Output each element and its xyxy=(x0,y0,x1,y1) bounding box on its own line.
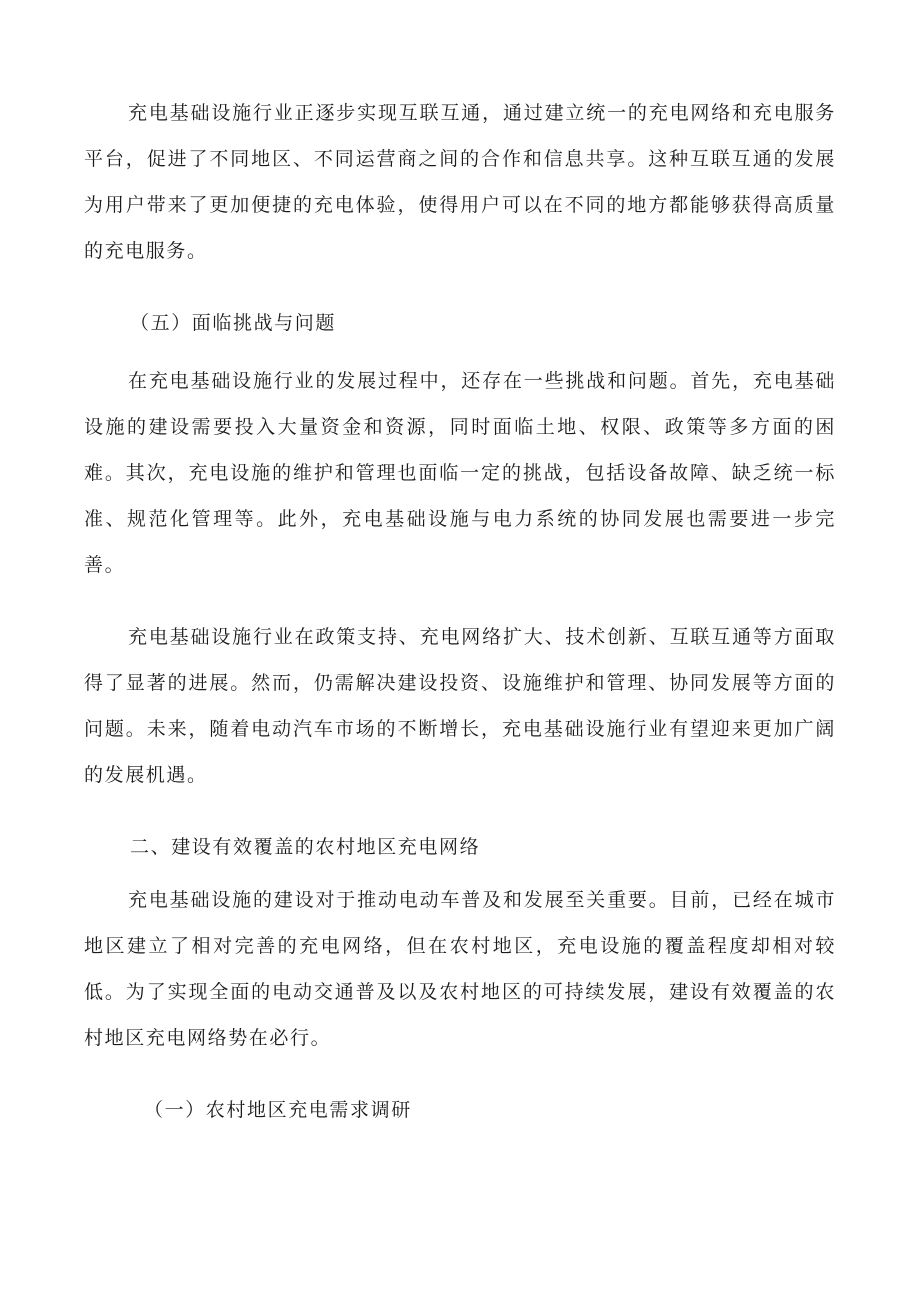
section-heading-rural-survey: （一）农村地区充电需求调研 xyxy=(144,1099,412,1121)
body-paragraph-interconnection: 充电基础设施行业正逐步实现互联互通，通过建立统一的充电网络和充电服务平台，促进了不同地区、不同运营商之间的合作和信息共享。这种互联互通的发展为用户带来了更加便捷的充电体验，使得用户可以在不同的地方都能够获得高质量的充电服务。 xyxy=(84,102,836,262)
chapter-heading-rural-network: 二、建设有效覆盖的农村地区充电网络 xyxy=(130,836,481,858)
body-paragraph-summary: 充电基础设施行业在政策支持、充电网络扩大、技术创新、互联互通等方面取得了显著的进展。然而，仍需解决建设投资、设施维护和管理、协同发展等方面的问题。未来，随着电动汽车市场的不断增长，充电基础设施行业有望迎来更加广阔的发展机遇。 xyxy=(84,626,836,786)
body-paragraph-rural-network: 充电基础设施的建设对于推动电动车普及和发展至关重要。目前，已经在城市地区建立了相对完善的充电网络，但在农村地区，充电设施的覆盖程度却相对较低。为了实现全面的电动交通普及以及农村地区的可持续发展，建设有效覆盖的农村地区充电网络势在必行。 xyxy=(84,889,836,1049)
body-paragraph-challenges: 在充电基础设施行业的发展过程中，还存在一些挑战和问题。首先，充电基础设施的建设需要投入大量资金和资源，同时面临土地、权限、政策等多方面的困难。其次，充电设施的维护和管理也面临一定的挑战，包括设备故障、缺乏统一标准、规范化管理等。此外，充电基础设施与电力系统的协同发展也需要进一步完善。 xyxy=(84,370,836,576)
section-heading-challenges: （五）面临挑战与问题 xyxy=(130,312,337,334)
